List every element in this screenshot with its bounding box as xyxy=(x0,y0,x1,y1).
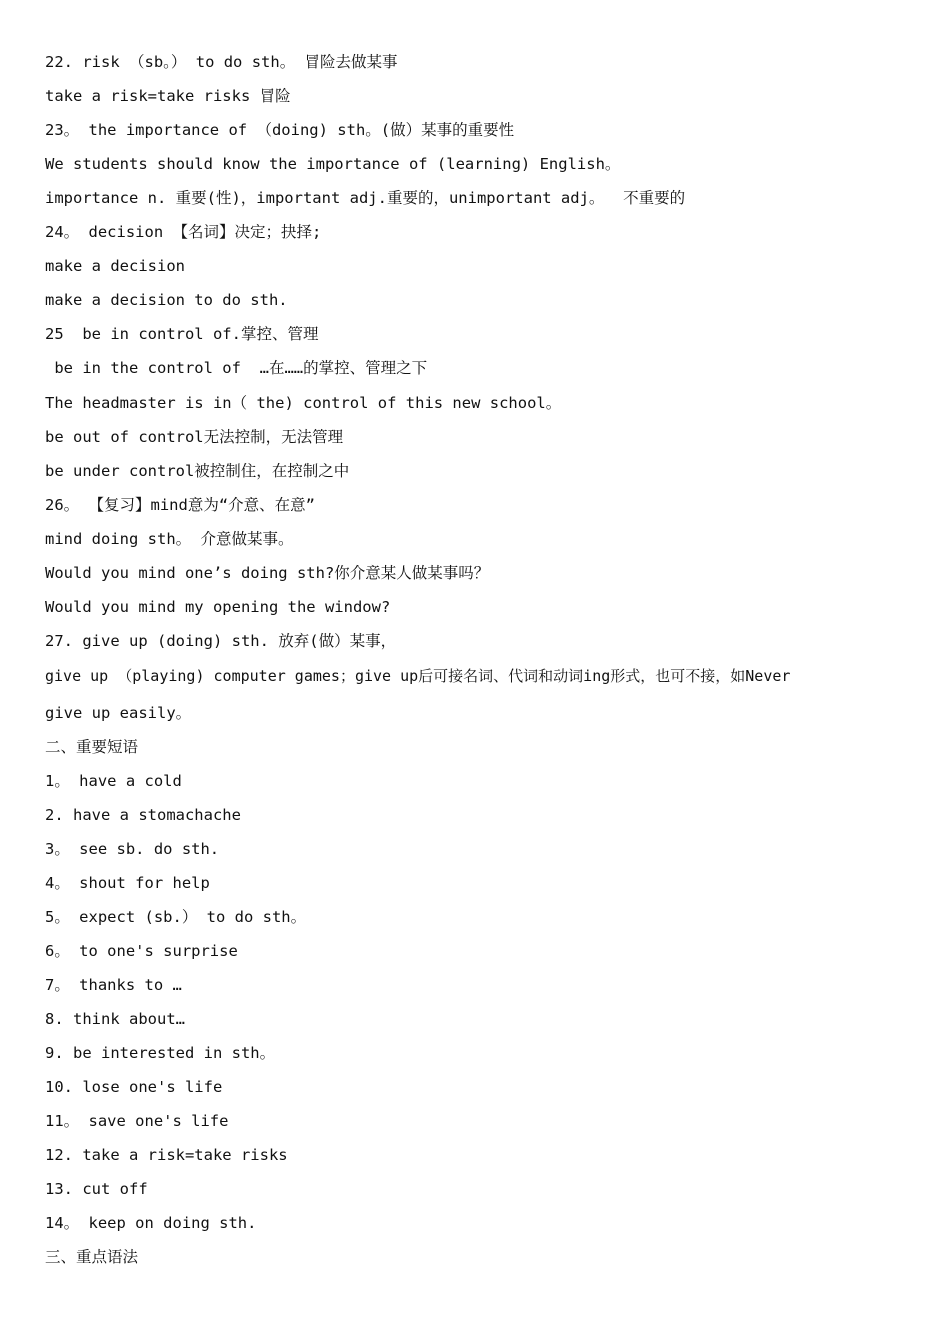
text-line: Would you mind one’s doing sth?你介意某人做某事吗？ xyxy=(45,564,490,582)
list-item: 6。 to one's surprise xyxy=(45,942,238,960)
list-item: 13. cut off xyxy=(45,1180,148,1198)
list-item: 14。 keep on doing sth. xyxy=(45,1214,257,1232)
section-heading: 二、重要短语 xyxy=(45,738,139,756)
list-item: 7。 thanks to … xyxy=(45,976,182,994)
list-item: 9. be interested in sth。 xyxy=(45,1044,276,1062)
list-item: 4。 shout for help xyxy=(45,874,210,892)
text-line: 26。 【复习】mind意为“介意、在意” xyxy=(45,496,315,514)
section-heading: 三、重点语法 xyxy=(45,1248,139,1266)
text-line: take a risk=take risks 冒险 xyxy=(45,87,291,105)
text-line: make a decision xyxy=(45,257,185,275)
text-line: 25 be in control of.掌控、管理 xyxy=(45,325,319,343)
text-line: give up （playing) computer games；give up后可接名词、代词和动词ing形式，也可不接，如Never xyxy=(45,667,791,685)
text-line: 27. give up (doing) sth. 放弃(做）某事， xyxy=(45,632,397,650)
text-line: give up easily。 xyxy=(45,704,192,722)
list-item: 3。 see sb. do sth. xyxy=(45,840,220,858)
text-line: 22. risk （sb。） to do sth。 冒险去做某事 xyxy=(45,53,398,71)
list-item: 1。 have a cold xyxy=(45,772,182,790)
text-line: 24。 decision 【名词】决定；抉择; xyxy=(45,223,322,241)
text-line: be under control被控制住，在控制之中 xyxy=(45,462,350,480)
text-line: mind doing sth。 介意做某事。 xyxy=(45,530,294,548)
list-item: 5。 expect (sb.） to do sth。 xyxy=(45,908,307,926)
text-line: The headmaster is in（ the) control of this new school。 xyxy=(45,394,562,412)
text-line: importance n. 重要(性)，important adj.重要的，unimportant adj。 不重要的 xyxy=(45,189,686,207)
text-line: be in the control of …在……的掌控、管理之下 xyxy=(45,359,428,377)
list-item: 10. lose one's life xyxy=(45,1078,223,1096)
list-item: 11。 save one's life xyxy=(45,1112,229,1130)
list-item: 8. think about… xyxy=(45,1010,185,1028)
text-line: We students should know the importance of (learning) English。 xyxy=(45,155,621,173)
text-line: be out of control无法控制，无法管理 xyxy=(45,428,344,446)
list-item: 12. take a risk=take risks xyxy=(45,1146,288,1164)
list-item: 2. have a stomachache xyxy=(45,806,241,824)
text-line: 23。 the importance of （doing) sth。(做）某事的重要性 xyxy=(45,121,515,139)
text-line: Would you mind my opening the window? xyxy=(45,598,391,616)
text-line: make a decision to do sth. xyxy=(45,291,288,309)
